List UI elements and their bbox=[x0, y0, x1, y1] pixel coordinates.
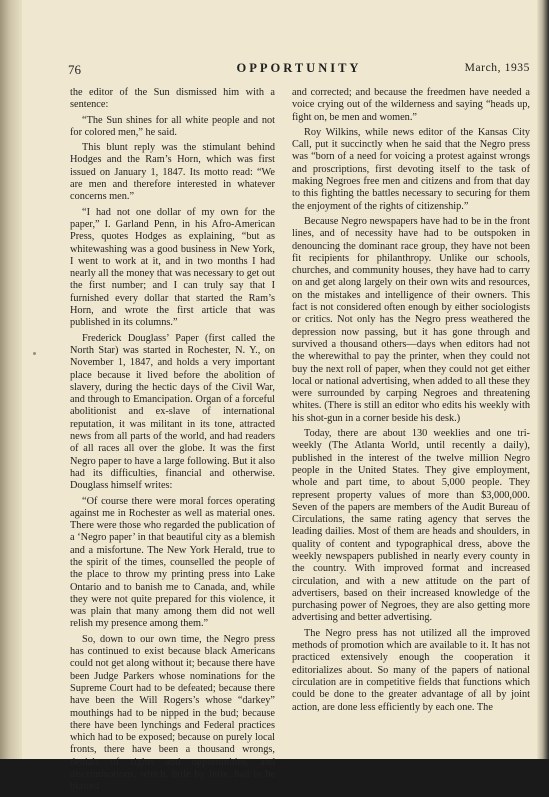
paragraph: This blunt reply was the stimulant behind Hodges and the Ram’s Horn, which was first issued on January 1, 1847. Its motto read: “We are men and therefore interested in whatever concerns men.” bbox=[70, 142, 275, 203]
paragraph: Frederick Douglass’ Paper (first called the North Star) was started in Rochester, N. Y., on November 1, 1847, and holds a very important place because it lived before the abolition of slavery, during the hectic days of the Civil War, and through to Emancipation. Organ of a forceful abolitionist and ex-slave of international reputation, it was militant in its tone, attracted news from all parts of the world, and had readers of all races all over the globe. It was the first Negro paper to have a large following. But it also had its difficulties, financial and otherwise. Douglass himself writes: bbox=[70, 332, 275, 492]
paragraph: “I had not one dollar of my own for the paper,” I. Garland Penn, in his Afro-American Press, quotes Hodges as explaining, “but as whitewashing was a good business in New York, I went to work at it, and in two months I had nearly all the money that was necessary to get out the first number; and I can truly say that I furnished every dollar that started the Ram’s Horn, and wrote the first article that was published in its columns.” bbox=[70, 206, 276, 329]
paragraph: the editor of the Sun dismissed him with a sentence: bbox=[70, 87, 275, 111]
paragraph: So, down to our own time, the Negro press has continued to exist because black Americans could not get along without it; because there have been Judge Parkers whose nominations for the Supreme Court had to be defeated; because there have been the Will Rogers’s whose “darkey” mouthings had to be nipped in the bud; because there have been lynchings and Federal practices which had to be exposed; because on purely local fronts, there have been a thousand wrongs, denials of rights and opportunities, and discriminations, which, little by little, had to be blasted bbox=[70, 633, 275, 793]
paragraph: “Of course there were moral forces operating against me in Rochester as well as material ones. There were those who regarded the publication of a ‘Negro paper’ in that beautiful city as a blemish and a misfortune. The New York Herald, true to the spirit of the times, counselled the people of the place to throw my printing press into Lake Ontario and to banish me to Canada, and, while they were not quite prepared for this violence, it was plain that many among them did not well relish my presence among them.” bbox=[70, 495, 275, 630]
paragraph: Roy Wilkins, while news editor of the Kansas City Call, put it succinctly when he said that the Negro press was “born of a need for voicing a protest against wrongs and proscriptions, first devoting itself to the task of making Negroes free men and citizens and from that day to this fighting the battles necessary to securing for them the enjoyment of the rights of citizenship.” bbox=[292, 126, 530, 212]
paragraph: “The Sun shines for all white people and not for colored men,” he said. bbox=[70, 114, 275, 138]
journal-title: OPPORTUNITY bbox=[236, 61, 362, 75]
right-text-column bbox=[292, 87, 530, 717]
paragraph: and corrected; and because the freedmen have needed a voice crying out of the wilderness and saying “heads up, fight on, be men and women.” bbox=[292, 87, 530, 123]
running-header bbox=[68, 61, 530, 79]
paragraph: Because Negro newspapers have had to be in the front lines, and of necessity have had to be outspoken in denouncing the dominant race group, they have not been fit recipients for philanthropy. Unlike our schools, churches, and community houses, they have had to carry on and get along largely on their own wits and resources, on the mistakes and intelligence of their owners. This fact is not considered often enough by either sociologists or critics. Not only has the Negro press weathered the depression now passing, but it has gone through and survived a thousand others—days when editors had not the wherewithal to pay the printer, when they could not buy the next roll of paper, when they could not get either local or national advertising, when added to all these they were surrounded by carping Negroes and threatening whites. (There is still an editor who edits his weekly with his shot-gun in a corner beside his desk.) bbox=[292, 215, 530, 424]
page-blemish bbox=[33, 352, 36, 355]
left-text-column bbox=[70, 87, 275, 797]
page-edge bbox=[537, 0, 549, 759]
issue-date: March, 1935 bbox=[464, 62, 530, 74]
binding-gutter bbox=[0, 0, 22, 759]
page-number: 76 bbox=[68, 62, 81, 77]
paragraph: The Negro press has not utilized all the improved methods of promotion which are available to it. It has not practiced extensively enough the cooperation it editorializes about. So many of the papers of national circulation are in competitive fields that functions which could be done to the greater advantage of all by joint action, are done less efficiently by each one. The bbox=[292, 627, 530, 713]
paragraph: Today, there are about 130 weeklies and one tri-weekly (The Atlanta World, until recently a daily), published in the interest of the twelve million Negro people in the United States. They give employment, whole and part time, to about 5,000 people. They represent property values of more than $3,000,000. Seven of the papers are members of the Audit Bureau of Circulations, the same rating agency that serves the leading dailies. Most of them are heads and shoulders, in quality of content and typographical dress, above the weekly newspapers published in nearly every county in the country. With improved format and increased circulation, and with a new attitude on the part of advertisers, based on their increased knowledge of the purchasing power of Negroes, they are also getting more advertising and better advertising. bbox=[292, 428, 530, 624]
